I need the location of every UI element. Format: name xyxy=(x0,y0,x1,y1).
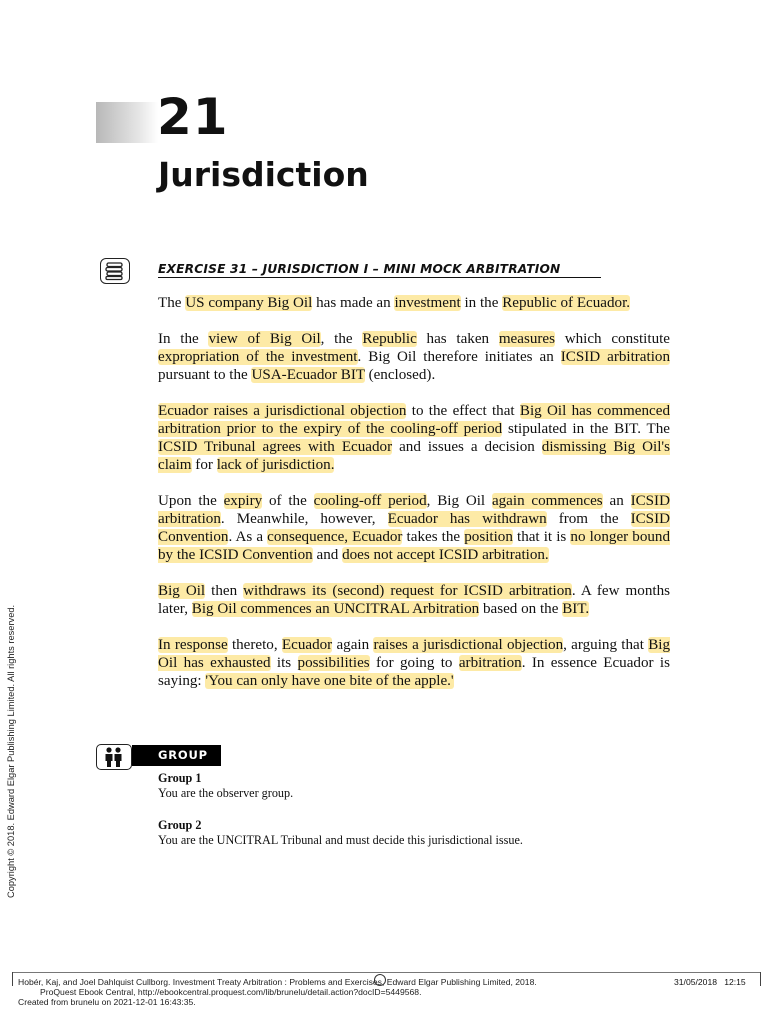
group-description: You are the UNCITRAL Tribunal and must decide this jurisdictional issue. xyxy=(158,833,523,847)
highlighted-text: Ecuador xyxy=(281,637,333,653)
highlighted-text: Ecuador raises a jurisdictional objection xyxy=(158,403,407,419)
footer-source: ProQuest Ebook Central, http://ebookcentral.proquest.com/lib/brunelu/detail.action?docID=5449568. xyxy=(40,987,422,997)
exercise-paragraph xyxy=(158,294,670,312)
paragraph-text: its xyxy=(270,655,298,671)
highlighted-text: Big Oil has commenced arbitration prior to the expiry of the cooling-off period xyxy=(158,403,670,437)
side-copyright: Copyright © 2018. Edward Elgar Publishing Limited. All rights reserved. xyxy=(6,604,16,898)
highlighted-text: US company Big Oil xyxy=(185,295,313,311)
paragraph-text: to the effect that xyxy=(406,403,520,419)
highlighted-text: BIT. xyxy=(562,601,590,617)
highlighted-text: investment xyxy=(394,295,461,311)
paragraph-text: . In essence Ecuador is saying: xyxy=(158,655,670,689)
paragraph-text: . Meanwhile, however, xyxy=(220,511,388,527)
paragraph-text: pursuant to the xyxy=(158,367,252,383)
highlighted-text: USA-Ecuador BIT xyxy=(251,367,365,383)
highlighted-text: Big Oil has exhausted xyxy=(158,637,671,671)
paragraph-text: has made an xyxy=(312,295,395,311)
paragraph-text: takes the xyxy=(402,529,465,545)
highlighted-text: possibilities xyxy=(297,655,370,671)
paragraph-text: based on the xyxy=(479,601,563,617)
paragraph-text: Upon the xyxy=(158,493,224,509)
paragraph-text: . A few months later, xyxy=(158,583,670,617)
highlighted-text: Ecuador has withdrawn xyxy=(387,511,547,527)
exercise-paragraph xyxy=(158,636,670,690)
books-icon xyxy=(100,258,130,284)
group-banner: GROUP xyxy=(132,745,221,766)
highlighted-text: expropriation of the investment xyxy=(158,349,358,365)
highlighted-text: In response xyxy=(158,637,228,653)
highlighted-text: does not accept ICSID arbitration. xyxy=(342,547,549,563)
group-list xyxy=(158,771,678,865)
paragraph-text: , Big Oil xyxy=(426,493,492,509)
paragraph-text: from the xyxy=(546,511,631,527)
footer-time: 12:15 xyxy=(724,977,746,987)
paragraph-text: for xyxy=(191,457,217,473)
paragraph-text: The xyxy=(158,295,186,311)
paragraph-text: has taken xyxy=(416,331,499,347)
highlighted-text: withdraws its (second) request for ICSID arbitration xyxy=(243,583,572,599)
highlighted-text: Big Oil xyxy=(158,583,206,599)
paragraph-text: for going to xyxy=(369,655,459,671)
group-title: Group 2 xyxy=(158,818,202,832)
highlighted-text: 'You can only have one bite of the apple.' xyxy=(205,673,454,689)
paragraph-text: again xyxy=(332,637,374,653)
paragraph-text: in the xyxy=(460,295,503,311)
exercise-paragraph xyxy=(158,330,670,384)
footer-right-tick xyxy=(760,972,761,986)
highlighted-text: Republic of Ecuador. xyxy=(502,295,631,311)
footer-created: Created from brunelu on 2021-12-01 16:43:35. xyxy=(18,997,196,1007)
paragraph-text: and issues a decision xyxy=(392,439,542,455)
footer-citation: Hobér, Kaj, and Joel Dahlquist Cullborg. Investment Treaty Arbitration : Problems and Exercises, Edward Elgar Publishing Limited, 2018. xyxy=(18,977,537,987)
paragraph-text: . Big Oil therefore initiates an xyxy=(357,349,561,365)
highlighted-text: ICSID Convention xyxy=(158,511,670,545)
highlighted-text: measures xyxy=(498,331,555,347)
group-item xyxy=(158,771,678,801)
paragraph-text: thereto, xyxy=(227,637,282,653)
highlighted-text: position xyxy=(464,529,513,545)
chapter-number-bar xyxy=(96,102,158,143)
paragraph-text: of the xyxy=(262,493,314,509)
paragraph-text: and xyxy=(312,547,343,563)
highlighted-text: raises a jurisdictional objection xyxy=(373,637,564,653)
highlighted-text: ICSID Tribunal agrees with Ecuador xyxy=(158,439,393,455)
footer-left-tick xyxy=(12,972,13,986)
people-icon xyxy=(96,744,132,770)
paragraph-text: , arguing that xyxy=(563,637,649,653)
highlighted-text: ICSID arbitration xyxy=(158,493,670,527)
highlighted-text: no longer bound by the ICSID Convention xyxy=(158,529,671,563)
paragraph-text: . As a xyxy=(228,529,268,545)
footer-rule xyxy=(12,972,760,973)
exercise-body xyxy=(158,294,670,708)
highlighted-text: Republic xyxy=(362,331,417,347)
footer-timestamp xyxy=(674,977,746,987)
highlighted-text: arbitration xyxy=(458,655,522,671)
exercise-paragraph xyxy=(158,582,670,618)
paragraph-text: that it is xyxy=(512,529,571,545)
highlighted-text: cooling-off period xyxy=(313,493,427,509)
chapter-number: 21 xyxy=(157,88,229,146)
highlighted-text: Big Oil commences an UNCITRAL Arbitration xyxy=(191,601,480,617)
chapter-title: Jurisdiction xyxy=(158,155,369,194)
exercise-paragraph xyxy=(158,402,670,474)
highlighted-text: consequence, Ecuador xyxy=(267,529,403,545)
highlighted-text: view of Big Oil xyxy=(208,331,321,347)
paragraph-text: then xyxy=(205,583,244,599)
paragraph-text: In the xyxy=(158,331,209,347)
exercise-heading: EXERCISE 31 – JURISDICTION I – MINI MOCK ARBITRATION xyxy=(158,262,601,278)
paragraph-text: (enclosed). xyxy=(364,367,436,383)
exercise-paragraph xyxy=(158,492,670,564)
highlighted-text: ICSID arbitration xyxy=(560,349,670,365)
paragraph-text: which constitute xyxy=(554,331,671,347)
paragraph-text: an xyxy=(602,493,631,509)
paragraph-text: , the xyxy=(320,331,363,347)
highlighted-text: dismissing Big Oil's claim xyxy=(158,439,670,473)
group-item xyxy=(158,818,678,848)
group-title: Group 1 xyxy=(158,771,202,785)
footer-date: 31/05/2018 xyxy=(674,977,718,987)
highlighted-text: lack of jurisdiction. xyxy=(216,457,335,473)
paragraph-text: stipulated in the BIT. The xyxy=(502,421,670,437)
group-description: You are the observer group. xyxy=(158,786,294,800)
highlighted-text: expiry xyxy=(223,493,263,509)
highlighted-text: again commences xyxy=(491,493,603,509)
